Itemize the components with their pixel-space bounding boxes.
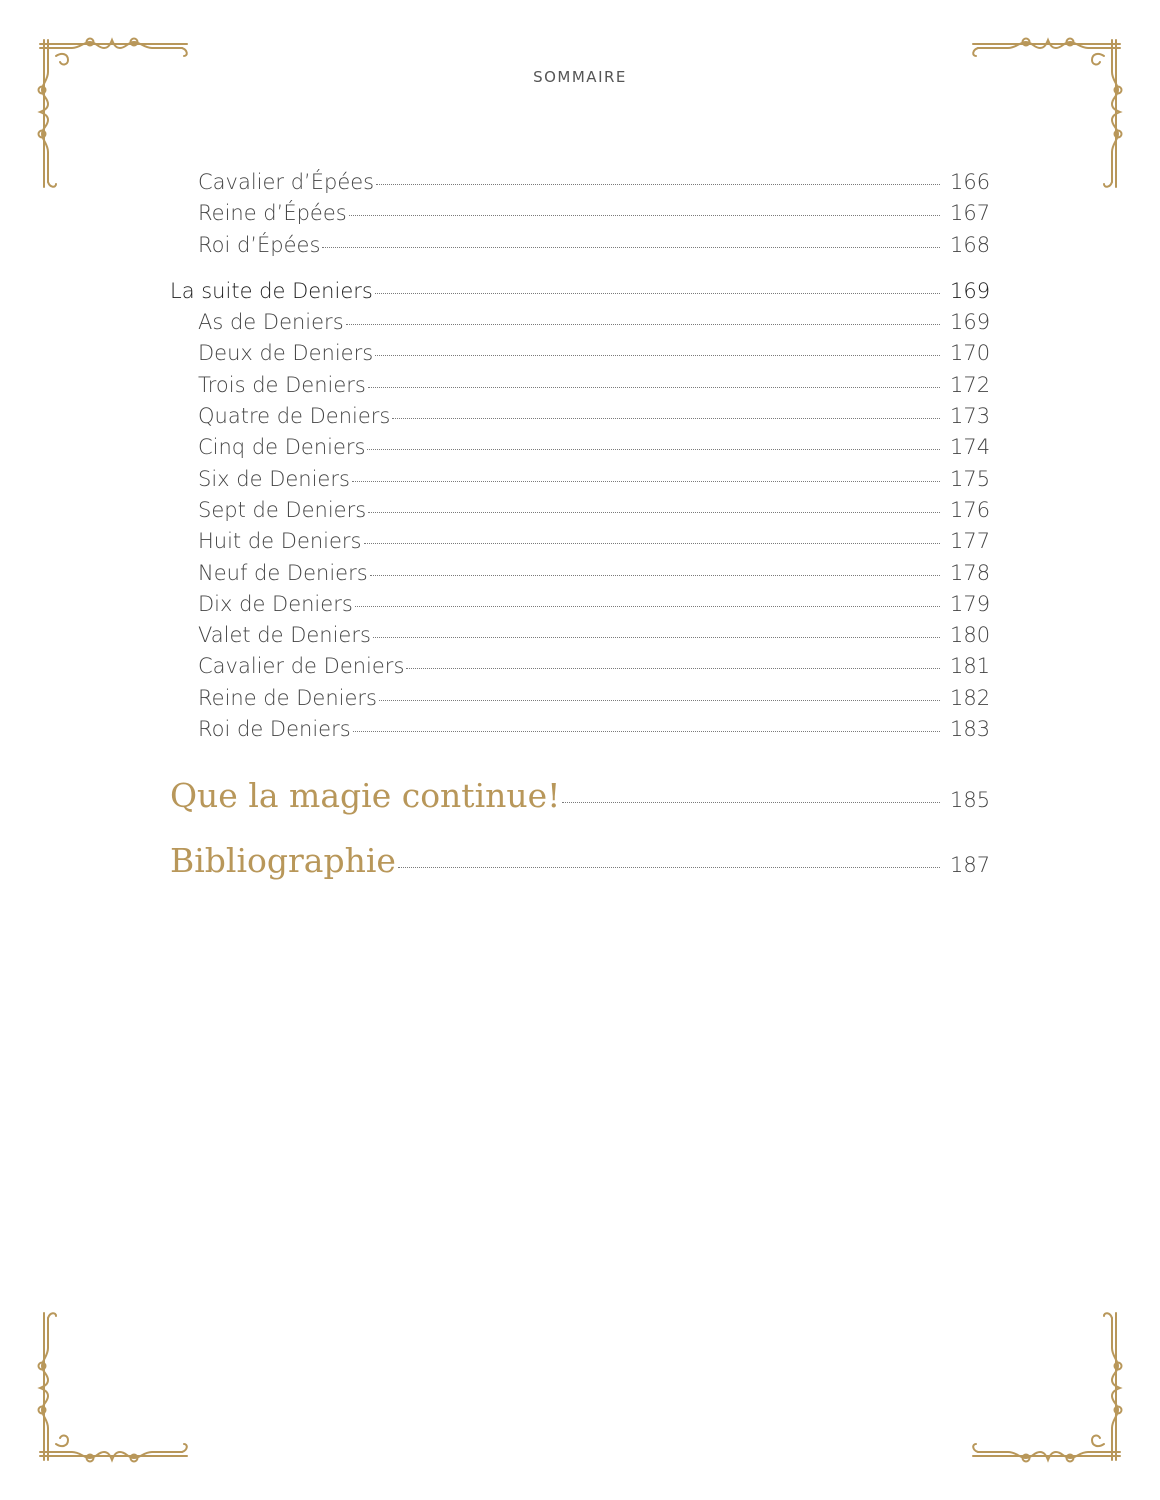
dot-leader [349,215,940,216]
corner-ornament-bottom-right-icon [968,1308,1128,1468]
toc-entry-title: Sept de Deniers [198,497,367,522]
toc-entry-page-number: 182 [950,685,991,710]
dot-leader [562,802,940,803]
toc-entry-title: As de Deniers [198,310,344,335]
toc-entry[interactable] [170,404,990,435]
toc-entry-title: Cavalier d’Épées [198,170,375,194]
dot-leader [379,700,940,701]
dot-leader [376,184,940,185]
toc-entry[interactable] [170,717,990,748]
toc-entry-page-number: 169 [950,278,991,303]
dot-leader [375,355,940,356]
dot-leader [392,418,940,419]
toc-entry-title: Bibliographie [170,841,396,881]
toc-entry-page-number: 172 [950,372,991,397]
toc-entry[interactable] [170,279,990,310]
corner-ornament-top-right-icon [968,32,1128,192]
toc-entry-title: La suite de Deniers [170,278,373,303]
toc-entry[interactable] [170,686,990,717]
toc-entry-title: Cinq de Deniers [198,435,366,460]
dot-leader [406,668,940,669]
dot-leader [352,481,940,482]
toc-entry-page-number: 178 [950,560,991,585]
toc-entry-title: Quatre de Deniers [198,404,391,429]
toc-entry-title: Roi d’Épées [198,232,321,257]
toc-entry[interactable] [170,373,990,404]
table-of-contents [170,170,990,880]
corner-ornament-top-left-icon [32,32,192,192]
toc-entry-title: Huit de Deniers [198,529,362,554]
toc-entry[interactable] [170,561,990,592]
dot-leader [346,324,940,325]
toc-entry-title: Cavalier de Deniers [198,654,405,679]
dot-leader [368,512,940,513]
toc-entry-page-number: 166 [950,170,991,194]
toc-entry[interactable] [170,170,990,201]
toc-entry-page-number: 167 [950,201,991,226]
dot-leader [355,606,940,607]
toc-entry-page-number: 176 [950,497,991,522]
toc-entry-page-number: 174 [950,435,991,460]
dot-leader [322,247,940,248]
toc-entry[interactable] [170,467,990,498]
toc-entry[interactable] [170,310,990,341]
toc-entry-title: Six de Deniers [198,466,350,491]
toc-entry-page-number: 187 [950,853,991,878]
toc-entry-title: Roi de Deniers [198,717,351,742]
toc-entry-title: Valet de Deniers [198,623,371,648]
toc-entry[interactable] [170,529,990,560]
toc-entry-page-number: 180 [950,623,991,648]
toc-entry[interactable] [170,841,990,880]
toc-entry-page-number: 175 [950,466,991,491]
page-header: SOMMAIRE [533,68,627,86]
toc-entry-page-number: 177 [950,529,991,554]
dot-leader [364,543,941,544]
toc-entry-page-number: 173 [950,404,991,429]
toc-entry-title: Que la magie continue! [170,776,561,816]
toc-entry-title: Trois de Deniers [198,372,366,397]
dot-leader [373,637,940,638]
dot-leader [368,387,940,388]
dot-leader [375,293,940,294]
toc-entry[interactable] [170,592,990,623]
toc-entry-page-number: 169 [950,310,991,335]
toc-entry-title: Deux de Deniers [198,341,374,366]
toc-entry-page-number: 168 [950,232,991,257]
dot-leader [398,867,940,868]
dot-leader [370,575,940,576]
toc-entry-page-number: 179 [950,591,991,616]
toc-entry-title: Neuf de Deniers [198,560,368,585]
toc-entry-title: Dix de Deniers [198,591,353,616]
dot-leader [367,449,940,450]
toc-entry-title: Reine de Deniers [198,685,377,710]
toc-entry[interactable] [170,341,990,372]
toc-entry[interactable] [170,623,990,654]
toc-entry-page-number: 183 [950,717,991,742]
toc-entry[interactable] [170,435,990,466]
toc-entry-page-number: 185 [950,788,991,813]
corner-ornament-bottom-left-icon [32,1308,192,1468]
toc-entry[interactable] [170,776,990,815]
dot-leader [353,731,940,732]
toc-entry-title: Reine d’Épées [198,201,347,226]
toc-entry[interactable] [170,654,990,685]
toc-entry[interactable] [170,498,990,529]
toc-entry[interactable] [170,233,990,264]
toc-entry-page-number: 181 [950,654,991,679]
toc-entry[interactable] [170,201,990,232]
toc-entry-page-number: 170 [950,341,991,366]
